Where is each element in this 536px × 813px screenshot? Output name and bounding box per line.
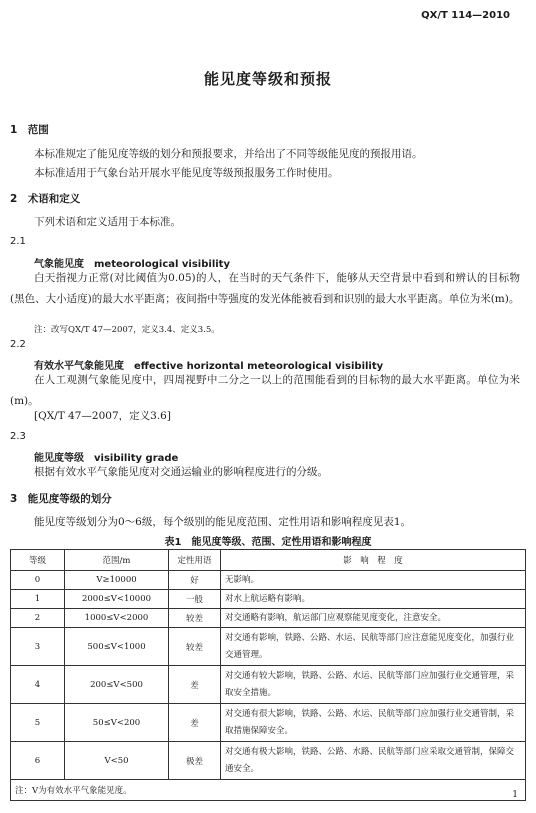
term-cell: 较差 [169,609,221,628]
impact-cell: 无影响。 [221,571,526,590]
header-grade: 等级 [11,550,65,571]
grade-cell: 1 [11,590,65,609]
impact-cell: 对交通略有影响，航运部门应观察能见度变化，注意安全。 [221,609,526,628]
table-row [11,571,526,590]
term-cell: 一般 [169,590,221,609]
grade-cell: 6 [11,742,65,780]
grade-cell: 5 [11,704,65,742]
section-1-paragraph-1: 本标准规定了能见度等级的划分和预报要求，并给出了不同等级能见度的预报用语。 [34,148,423,160]
table-row [11,590,526,609]
header-term: 定性用语 [169,550,221,571]
term-2-2-definition: 在人工观测气象能见度中，四周视野中二分之一以上的范围能看到的目标物的最大水平距离。单位为米(m)。 [10,374,520,407]
grade-cell: 4 [11,666,65,704]
table-footnote-row [11,780,526,801]
impact-cell: 对交通有极大影响，铁路、公路、水路、民航等部门应采取交通管制，保障交通安全。 [221,742,526,780]
table-row [11,704,526,742]
visibility-grade-table [10,549,526,801]
term-2-3-title: 能见度等级 visibility grade [34,453,179,464]
page-number: 1 [512,790,518,800]
header-range: 范围/m [65,550,169,571]
term-2-1-definition: 白天指视力正常(对比阈值为0.05)的人，在当时的天气条件下，能够从天空背景中看到和辨认的目标物(黑色、大小适度)的最大水平距离；夜间指中等强度的发光体能被看到和识别的最大水平距离。单位为米(m)。 [10,272,520,305]
term-cell: 好 [169,571,221,590]
impact-cell: 对交通有较大影响，铁路、公路、水运、民航等部门应加强行业交通管理，采取安全措施。 [221,666,526,704]
section-1-heading: 1 范围 [10,124,49,136]
table-row [11,628,526,666]
range-cell: V≥10000 [65,571,169,590]
section-1-paragraph-2: 本标准适用于气象台站开展水平能见度等级预报服务工作时使用。 [34,167,339,179]
grade-cell: 0 [11,571,65,590]
term-2-3-definition: 根据有效水平气象能见度对交通运输业的影响程度进行的分级。 [34,466,328,478]
term-2-2-number: 2.2 [10,339,26,350]
table-row [11,666,526,704]
range-cell: 50≤V<200 [65,704,169,742]
term-2-1-note: 注：改写QX/T 47—2007，定义3.4、定义3.5。 [34,325,220,335]
table-caption: 表1 能见度等级、范围、定性用语和影响程度 [164,537,372,548]
term-2-2-title: 有效水平气象能见度 effective horizontal meteorological visibility [34,361,384,372]
grade-cell: 2 [11,609,65,628]
range-cell: 200≤V<500 [65,666,169,704]
table-row [11,609,526,628]
table-row [11,742,526,780]
grade-cell: 3 [11,628,65,666]
term-cell: 差 [169,704,221,742]
term-2-3-number: 2.3 [10,431,26,442]
impact-cell: 对交通有很大影响，铁路、公路、水运、民航等部门应加强行业交通管制，采取措施保障安全。 [221,704,526,742]
term-cell: 较差 [169,628,221,666]
impact-cell: 对水上航运略有影响。 [221,590,526,609]
term-cell: 极差 [169,742,221,780]
impact-cell: 对交通有影响，铁路、公路、水运、民航等部门应注意能见度变化，加强行业交通管理。 [221,628,526,666]
section-3-heading: 3 能见度等级的划分 [10,493,112,505]
section-2-intro: 下列术语和定义适用于本标准。 [34,216,181,228]
table-footnote: 注：V为有效水平气象能见度。 [11,780,526,801]
section-2-heading: 2 术语和定义 [10,193,81,205]
term-cell: 差 [169,666,221,704]
range-cell: V<50 [65,742,169,780]
term-2-1-title: 气象能见度 meteorological visibility [34,259,230,270]
table-header-row [11,550,526,571]
range-cell: 2000≤V<10000 [65,590,169,609]
section-3-paragraph: 能见度等级划分为0～6级，每个级别的能见度范围、定性用语和影响程度见表1。 [34,516,412,528]
range-cell: 1000≤V<2000 [65,609,169,628]
header-impact: 影 响 程 度 [221,550,526,571]
term-2-2-reference: [QX/T 47—2007，定义3.6] [34,410,171,422]
document-title: 能见度等级和预报 [203,70,332,88]
term-2-1-number: 2.1 [10,236,26,247]
standard-code: QX/T 114—2010 [421,10,510,21]
range-cell: 500≤V<1000 [65,628,169,666]
